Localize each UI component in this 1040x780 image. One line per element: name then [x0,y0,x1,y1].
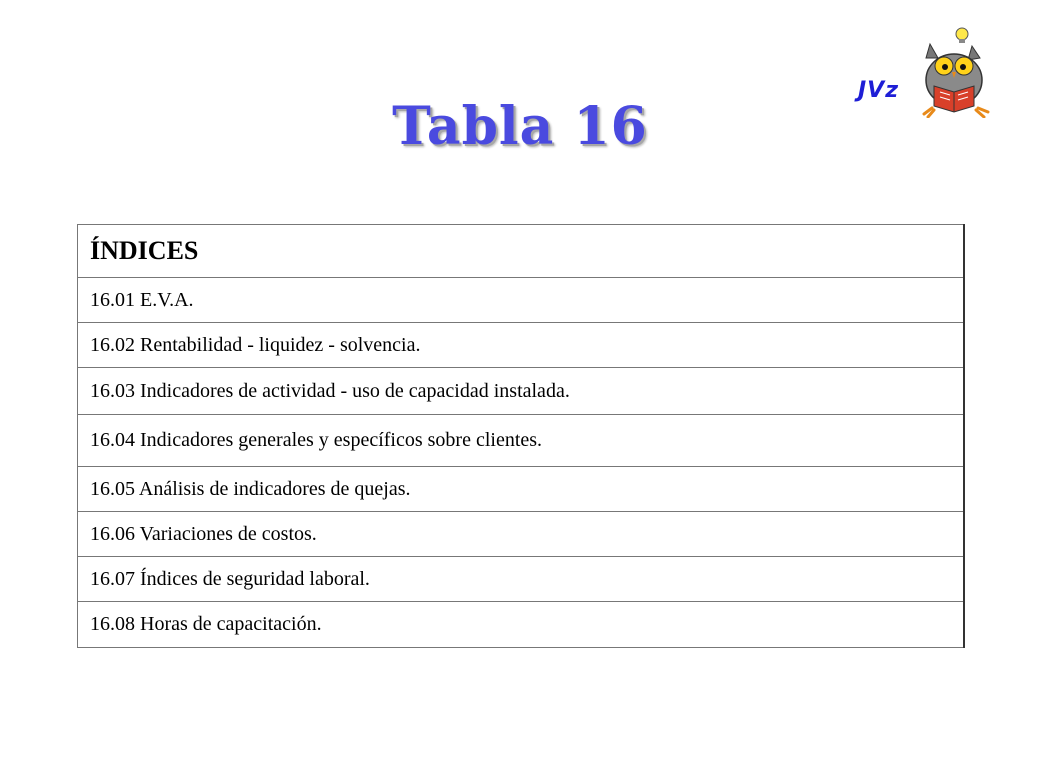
table-cell: 16.02 Rentabilidad - liquidez - solvencia. [78,323,965,368]
page-title: Tabla 16 [392,96,648,157]
table-cell: 16.08 Horas de capacitación. [78,602,965,648]
table-cell: 16.07 Índices de seguridad laboral. [78,557,965,602]
table-row [78,512,965,557]
table-cell: 16.05 Análisis de indicadores de quejas. [78,467,965,512]
table-row [78,557,965,602]
table-row [78,467,965,512]
indices-table [77,224,965,648]
table-cell: 16.04 Indicadores generales y específicos sobre clientes. [78,415,965,467]
table-cell: 16.06 Variaciones de costos. [78,512,965,557]
table-row [78,368,965,415]
table-cell: 16.01 E.V.A. [78,278,965,323]
table-row [78,278,965,323]
table-cell: 16.03 Indicadores de actividad - uso de capacidad instalada. [78,368,965,415]
table-row [78,415,965,467]
table-row [78,602,965,648]
table-row [78,323,965,368]
table-header-row [78,225,965,278]
table-header: ÍNDICES [78,225,965,278]
logo-text: JVz [858,78,900,103]
